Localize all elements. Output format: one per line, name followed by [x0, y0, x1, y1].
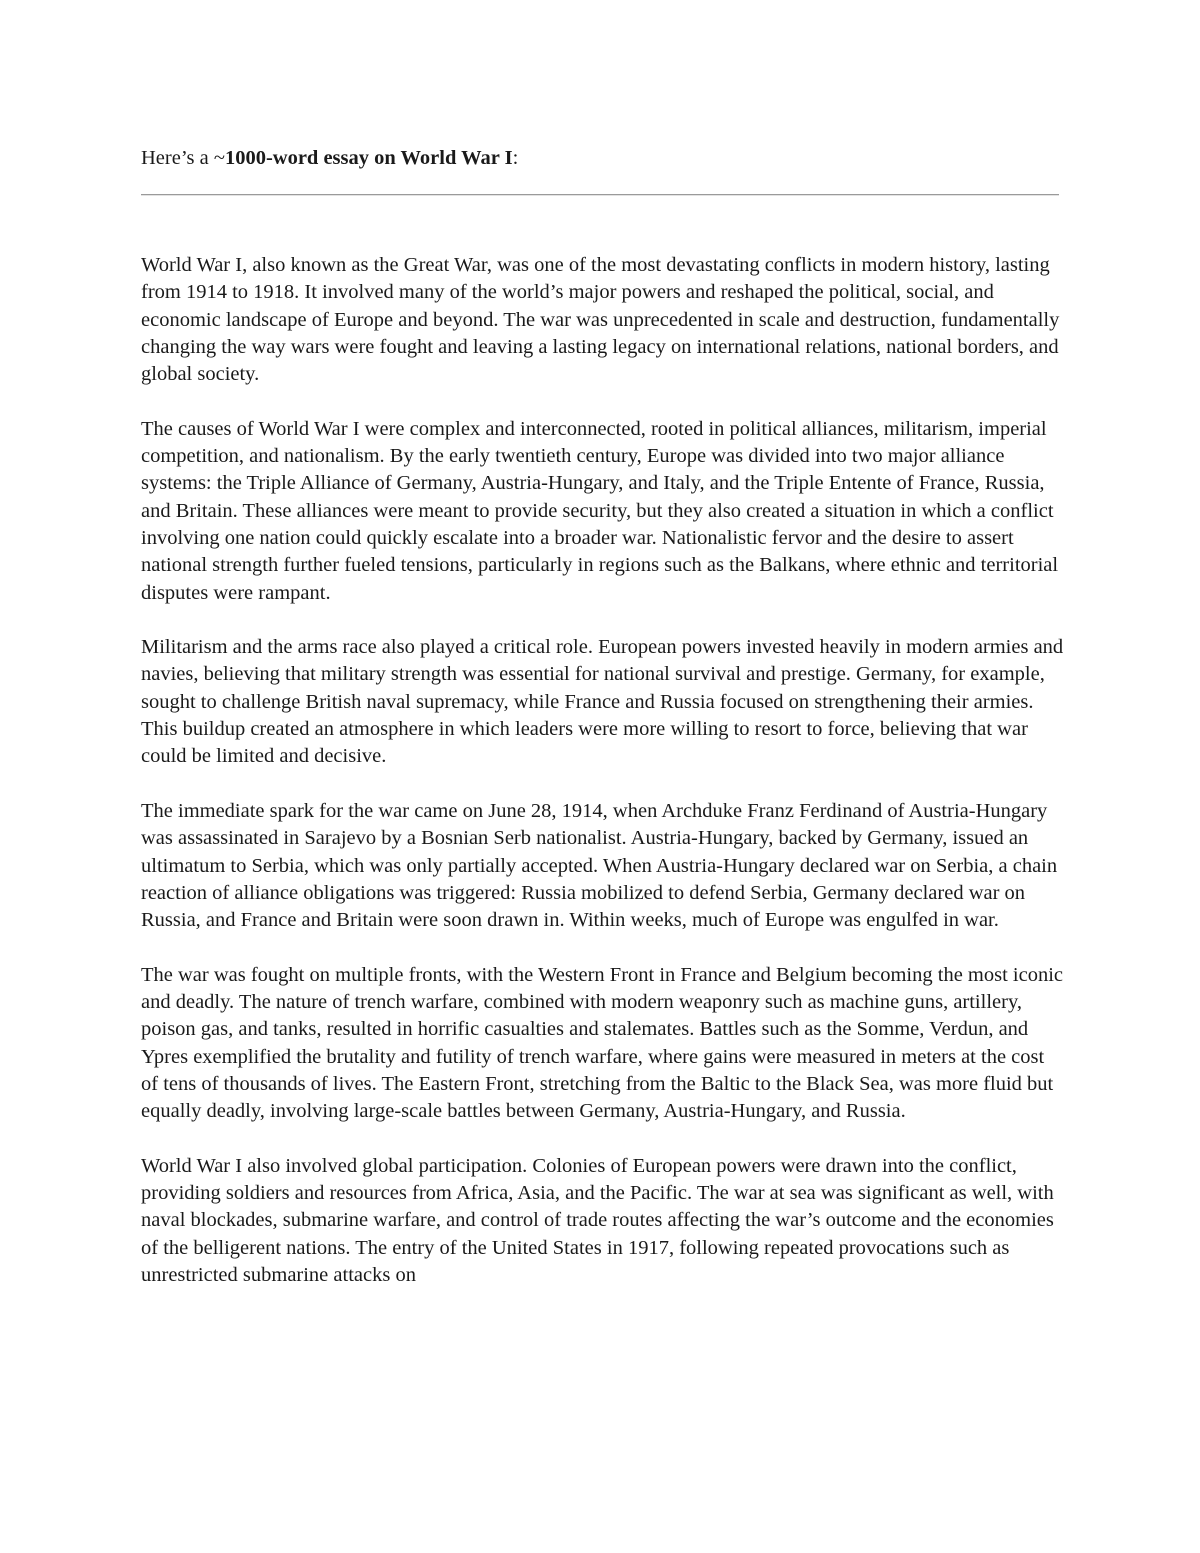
horizontal-rule [141, 194, 1059, 196]
essay-paragraph-1: World War I, also known as the Great War, was one of the most devastating conflicts in modern history, lasting from 1914 to 1918. It involved many of the world’s major powers and reshaped the political, social, and economic landscape of Europe and beyond. The war was unprecedented in scale and destruction, fundamentally changing the way wars were fought and leaving a lasting legacy on international relations, national borders, and global society. [141, 254, 1060, 386]
essay-paragraph-5: The war was fought on multiple fronts, with the Western Front in France and Belgium becoming the most iconic and deadly. The nature of trench warfare, combined with modern weaponry such as machine guns, artillery, poison gas, and tanks, resulted in horrific casualties and stalemates. Battles such as the Somme, Verdun, and Ypres exemplified the brutality and futility of trench warfare, where gains were measured in meters at the cost of tens of thousands of lives. The Eastern Front, stretching from the Baltic to the Black Sea, was more fluid but equally deadly, involving large-scale battles between Germany, Austria-Hungary, and Russia. [141, 963, 1063, 1123]
essay-paragraph-4: The immediate spark for the war came on June 28, 1914, when Archduke Franz Ferdinand of Austria-Hungary was assassinated in Sarajevo by a Bosnian Serb nationalist. Austria-Hungary, backed by Germany, issued an ultimatum to Serbia, which was only partially accepted. When Austria-Hungary declared war on Serbia, a chain reaction of alliance obligations was triggered: Russia mobilized to defend Serbia, Germany declared war on Russia, and France and Britain were soon drawn in. Within weeks, much of Europe was engulfed in war. [141, 799, 1058, 932]
intro-bold-title: 1000-word essay on World War I [224, 147, 513, 169]
intro-prefix: Here’s a ~ [141, 147, 225, 169]
essay-paragraph-3: Militarism and the arms race also played a critical role. European powers invested heavily in modern armies and navies, believing that military strength was essential for national survival and prestige. Germany, for example, sought to challenge British naval supremacy, while France and Russia focused on strengthening their armies. This buildup created an atmosphere in which leaders were more willing to resort to force, believing that war could be limited and decisive. [141, 636, 1064, 768]
essay-paragraph-2: The causes of World War I were complex and interconnected, rooted in political alliances, militarism, imperial competition, and nationalism. By the early twentieth century, Europe was divided into two major alliance systems: the Triple Alliance of Germany, Austria-Hungary, and Italy, and the Triple Entente of France, Russia, and Britain. These alliances were meant to provide security, but they also created a situation in which a conflict involving one nation could quickly escalate into a broader war. Nationalistic fervor and the desire to assert national strength further fueled tensions, particularly in regions such as the Balkans, where ethnic and territorial disputes were rampant. [141, 417, 1059, 604]
essay-paragraph-6: World War I also involved global participation. Colonies of European powers were drawn into the conflict, providing soldiers and resources from Africa, Asia, and the Pacific. The war at sea was significant as well, with naval blockades, submarine warfare, and control of trade routes affecting the war’s outcome and the economies of the belligerent nations. The entry of the United States in 1917, following repeated provocations such as unrestricted submarine attacks on [141, 1154, 1054, 1286]
essay-body [141, 252, 1066, 1317]
intro-line [141, 144, 1061, 172]
intro-suffix: : [512, 147, 519, 169]
